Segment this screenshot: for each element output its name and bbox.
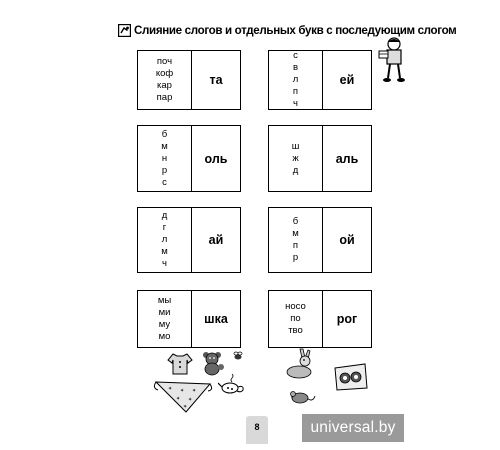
syllable: мы	[157, 295, 172, 306]
syllable: п	[292, 240, 299, 251]
task-marker-icon	[118, 24, 131, 37]
syllable: м	[161, 246, 168, 257]
syllable-card-rog	[268, 290, 372, 348]
syllable: по	[290, 313, 301, 324]
syllable: ч	[162, 258, 167, 269]
syllable: м	[161, 140, 168, 152]
watermark: universal.by	[302, 414, 404, 442]
svg-text:✶: ✶	[192, 388, 197, 394]
rabbit-icon	[284, 348, 320, 380]
syllable: тво	[288, 325, 303, 336]
headscarf-icon	[152, 378, 214, 414]
syllable: мо	[158, 331, 171, 342]
syllable: л	[292, 74, 299, 85]
svg-text:✶: ✶	[180, 388, 185, 394]
syllable-list	[269, 291, 323, 347]
syllable-list	[269, 126, 323, 191]
ending-syllable: ай	[208, 233, 224, 247]
syllable: носо	[285, 301, 306, 312]
syllable: с	[162, 176, 167, 188]
ending-syllable: рог	[336, 312, 358, 326]
mouse-icon	[286, 388, 316, 406]
syllable-list	[138, 51, 192, 109]
syllable-card-al	[268, 125, 372, 192]
syllable: р	[292, 252, 299, 263]
syllable: ш	[291, 140, 300, 152]
syllable: д	[161, 210, 168, 221]
syllable: д	[292, 164, 299, 176]
syllable: р	[161, 164, 168, 176]
syllable: ми	[158, 307, 171, 318]
ending-syllable: ей	[339, 73, 355, 87]
syllable-list	[138, 126, 192, 191]
syllable-list	[269, 208, 323, 272]
syllable-card-ay	[137, 207, 241, 273]
teapot-icon	[218, 372, 246, 396]
boy-with-book-icon	[377, 36, 407, 84]
svg-text:✶: ✶	[176, 396, 181, 402]
svg-text:✶: ✶	[183, 404, 188, 410]
syllable-card-shka	[137, 290, 241, 348]
syllable: с	[293, 50, 298, 61]
syllable-list	[138, 291, 192, 347]
syllable: м	[292, 228, 299, 239]
syllable: л	[161, 234, 168, 245]
syllable: п	[292, 86, 299, 97]
bee-icon	[232, 350, 244, 362]
syllable-list	[138, 208, 192, 272]
syllable-list	[269, 51, 323, 109]
ending-syllable: та	[209, 73, 223, 87]
syllable: поч	[156, 56, 173, 67]
syllable: кар	[157, 80, 172, 91]
syllable-card-ol	[137, 125, 241, 192]
title-row	[118, 23, 498, 39]
page-number: 8	[246, 416, 268, 444]
syllable: в	[292, 62, 299, 73]
syllable-card-ta	[137, 50, 241, 110]
page-title: Слияние слогов и отдельных букв с последующим слогом	[134, 24, 457, 37]
syllable: б	[161, 128, 168, 140]
ending-syllable: оль	[204, 151, 228, 166]
syllable-card-oy	[268, 207, 372, 273]
ending-syllable: ой	[339, 233, 355, 247]
svg-text:✶: ✶	[168, 386, 173, 392]
syllable: коф	[155, 68, 174, 79]
syllable: б	[292, 216, 299, 227]
ending-syllable: аль	[335, 151, 359, 166]
svg-text:✶: ✶	[188, 397, 193, 403]
syllable: ж	[292, 152, 299, 164]
syllable: н	[161, 152, 168, 164]
syllable: г	[162, 222, 167, 233]
syllable: пар	[156, 92, 173, 103]
syllable: ч	[293, 98, 298, 109]
ending-syllable: шка	[204, 312, 228, 326]
syllable: му	[158, 319, 171, 330]
syllable-card-ey	[268, 50, 372, 110]
kerchief-icon	[333, 362, 369, 392]
shirt-icon	[167, 352, 193, 376]
